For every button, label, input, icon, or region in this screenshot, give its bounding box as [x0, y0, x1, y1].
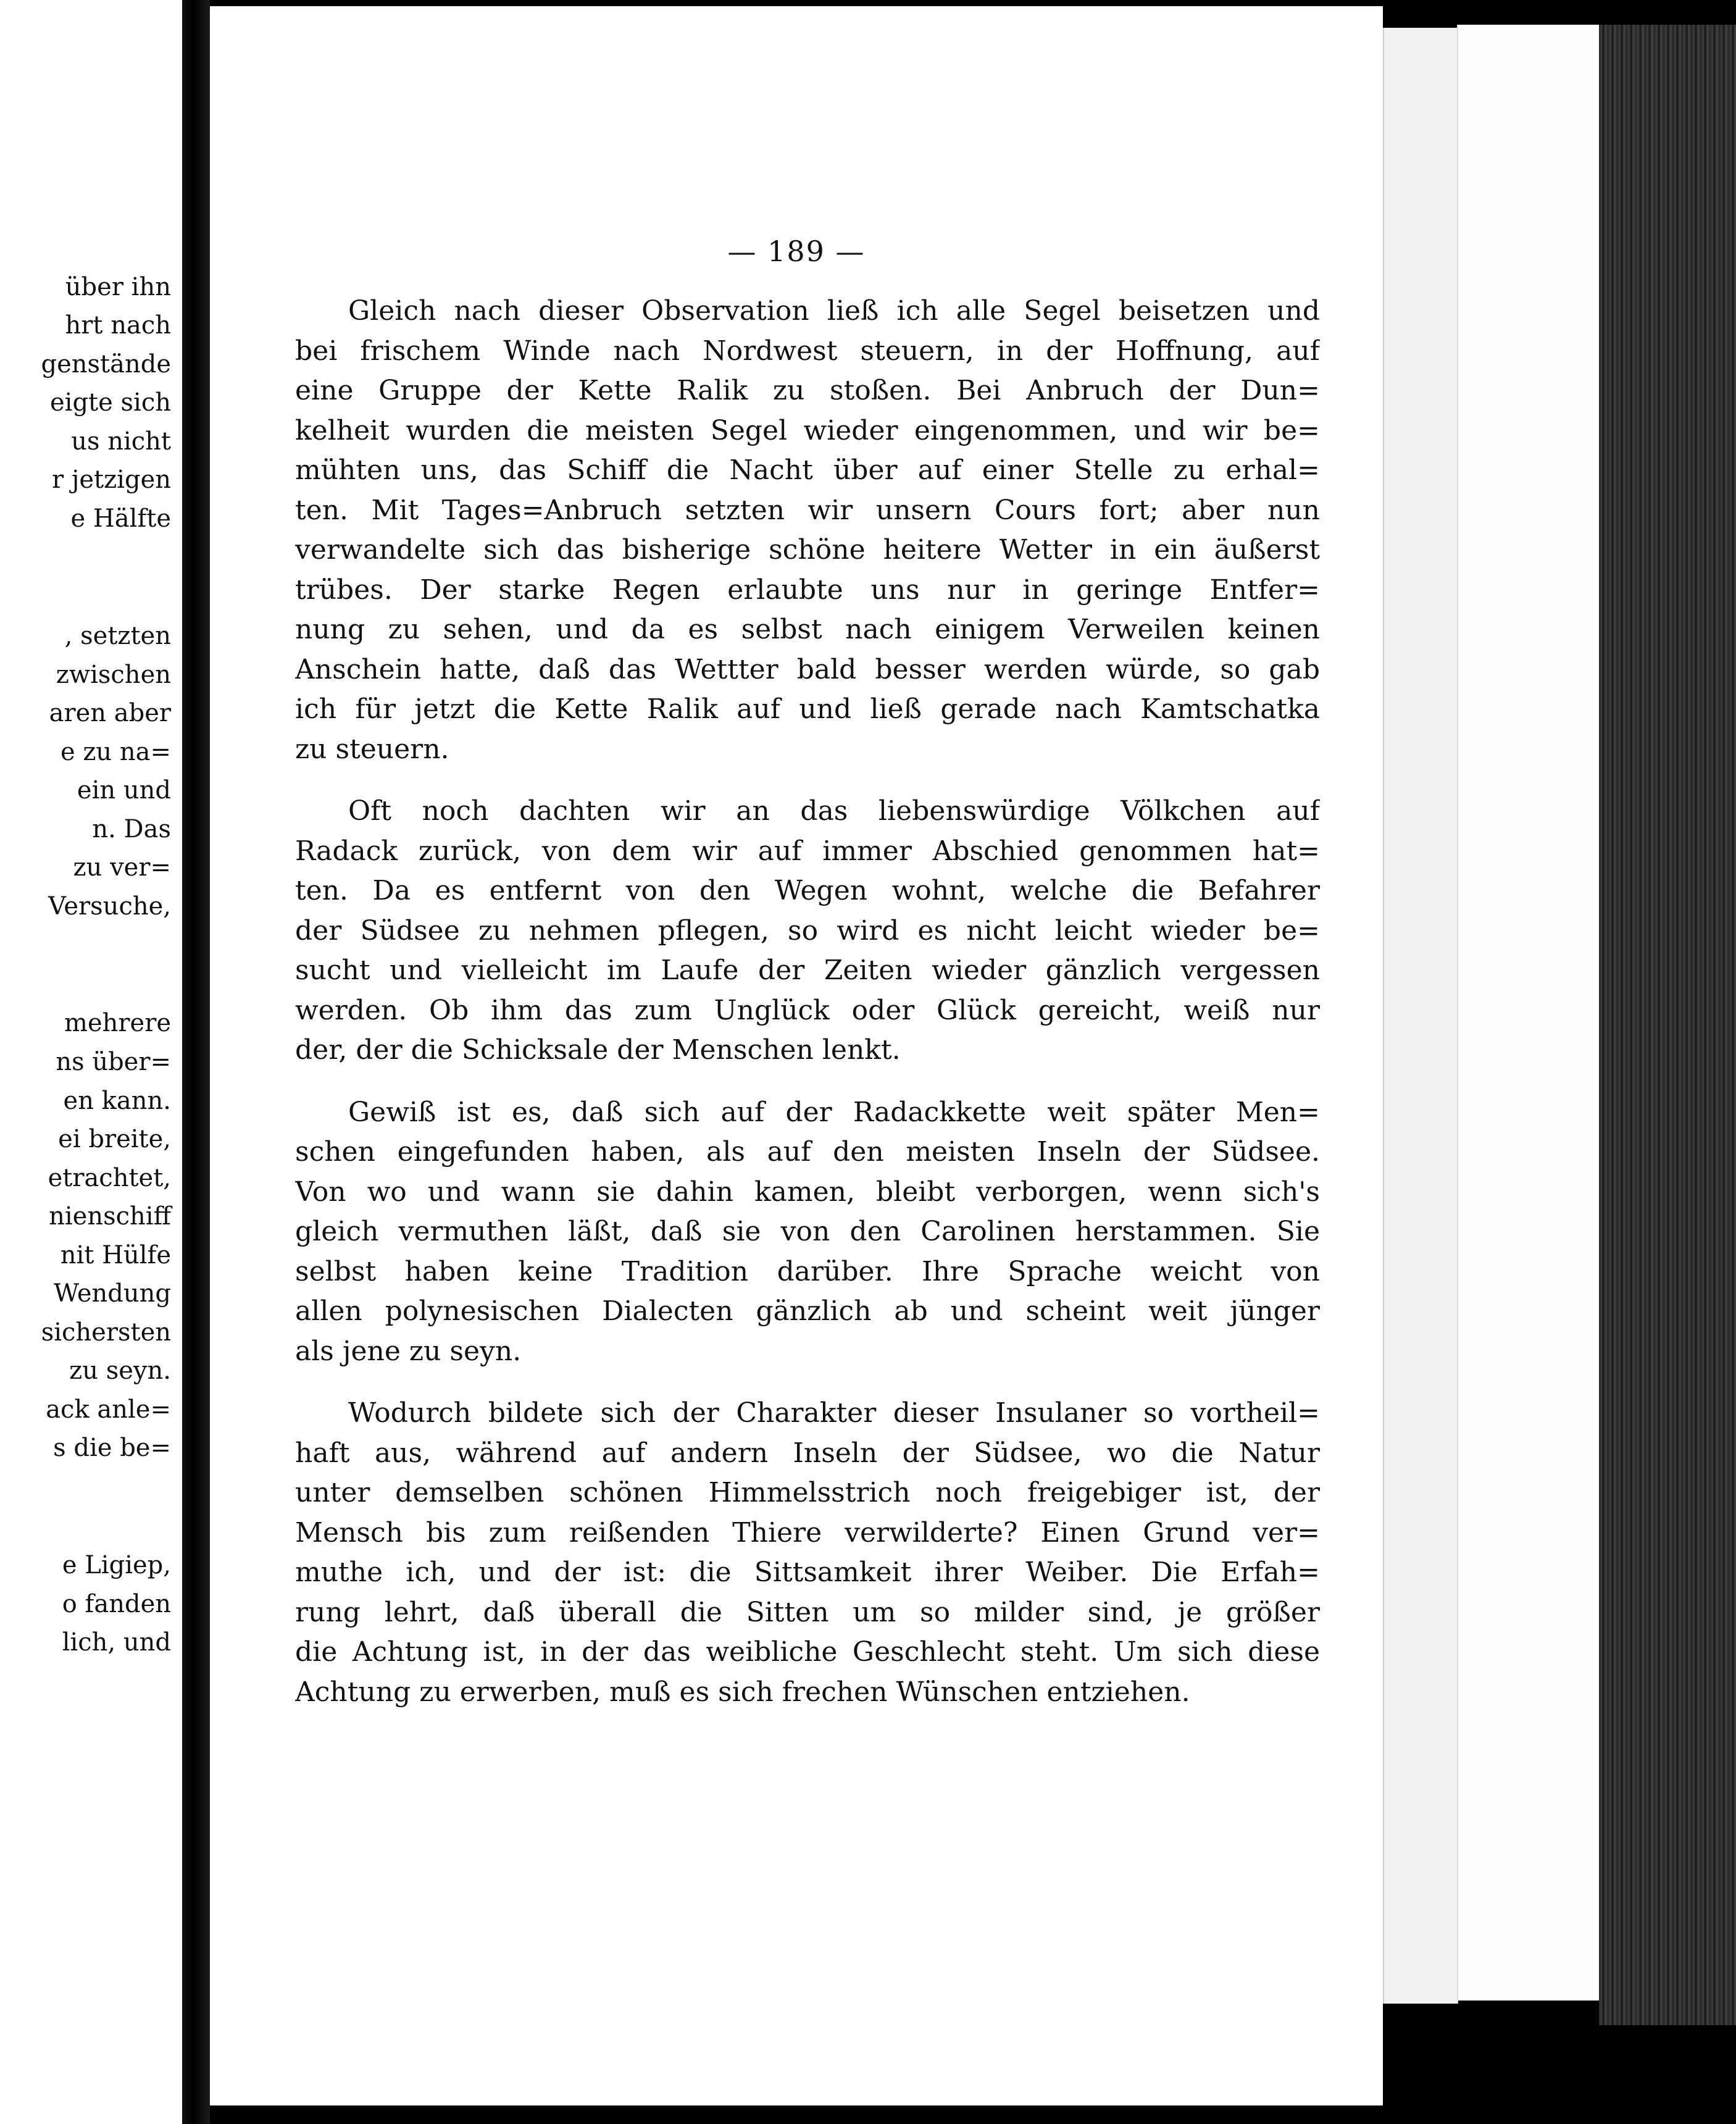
left-page-line: genstände	[41, 350, 171, 378]
left-page-line: s die be=	[53, 1434, 171, 1462]
text-line: Oft noch dachten wir an das liebenswürdige Völkchen auf	[348, 795, 1320, 827]
text-line: schen eingefunden haben, als auf den meisten Inseln der Südsee.	[295, 1136, 1320, 1168]
left-page	[0, 0, 182, 2124]
text-line: bei frischem Winde nach Nordwest steuern, in der Hoffnung, auf	[295, 335, 1320, 367]
text-line: der, der die Schicksale der Menschen lenkt.	[295, 1034, 901, 1066]
text-line: Gleich nach dieser Observation ließ ich alle Segel beisetzen und	[348, 295, 1320, 327]
left-page-line: o fanden	[62, 1590, 171, 1618]
left-page-line: Wendung	[53, 1279, 171, 1308]
left-page-line: etrachtet,	[48, 1164, 171, 1192]
book-gutter	[182, 0, 210, 2124]
left-page-line: nit Hülfe	[60, 1241, 171, 1269]
body-text	[295, 291, 1320, 1734]
text-line: kelheit wurden die meisten Segel wieder eingenommen, und wir be=	[295, 414, 1320, 446]
left-page-line: ack anle=	[46, 1395, 171, 1424]
left-page-line: r jetzigen	[52, 466, 171, 494]
paragraph	[295, 792, 1320, 1071]
page-edge	[1383, 28, 1458, 2004]
left-page-line: ns über=	[56, 1048, 171, 1076]
text-line: Wodurch bildete sich der Charakter dieser Insulaner so vortheil=	[348, 1397, 1320, 1429]
text-line: der Südsee zu nehmen pflegen, so wird es nicht leicht wieder be=	[295, 914, 1320, 947]
text-line: als jene zu seyn.	[295, 1335, 522, 1367]
text-line: rung lehrt, daß überall die Sitten um so milder sind, je größer	[295, 1596, 1320, 1628]
book-fore-edge	[1599, 25, 1736, 2025]
text-line: trübes. Der starke Regen erlaubte uns nur in geringe Entfer=	[295, 574, 1320, 606]
text-line: allen polynesischen Dialecten gänzlich ab und scheint weit jünger	[295, 1295, 1320, 1327]
left-page-line: über ihn	[65, 273, 171, 301]
text-line: ten. Da es entfernt von den Wegen wohnt, welche die Befahrer	[295, 875, 1320, 906]
text-line: ich für jetzt die Kette Ralik auf und ließ gerade nach Kamtschatka	[295, 693, 1320, 725]
left-page-line: ein und	[77, 776, 171, 805]
text-line: die Achtung ist, in der das weibliche Geschlecht steht. Um sich diese	[295, 1636, 1320, 1668]
page-number: — 189 —	[727, 235, 866, 268]
paragraph	[295, 1394, 1320, 1712]
left-page-line: lich, und	[62, 1628, 171, 1657]
text-line: gleich vermuthen läßt, daß sie von den Carolinen herstammen. Sie	[295, 1216, 1320, 1247]
left-page-line: e Hälfte	[70, 504, 171, 533]
text-line: unter demselben schönen Himmelsstrich noch freigebiger ist, der	[295, 1477, 1320, 1508]
left-page-line: Versuche,	[48, 892, 171, 921]
paragraph	[295, 291, 1320, 769]
text-line: Von wo und wann sie dahin kamen, bleibt verborgen, wenn sich's	[295, 1176, 1320, 1208]
text-line: muthe ich, und der ist: die Sittsamkeit ihrer Weiber. Die Erfah=	[295, 1557, 1320, 1588]
left-page-line: zu ver=	[73, 853, 171, 882]
text-line: Anschein hatte, daß das Wettter bald besser werden würde, so gab	[295, 653, 1320, 685]
left-page-line: e Ligiep,	[62, 1551, 171, 1579]
text-line: ten. Mit Tages=Anbruch setzten wir unsern Cours fort; aber nun	[295, 494, 1320, 526]
text-line: eine Gruppe der Kette Ralik zu stoßen. Bei Anbruch der Dun=	[295, 375, 1320, 406]
left-page-line: mehrere	[64, 1009, 171, 1037]
text-line: haft aus, während auf andern Inseln der Südsee, wo die Natur	[295, 1437, 1320, 1469]
page-edge	[1457, 25, 1600, 2001]
left-page-line: e zu na=	[60, 738, 171, 766]
left-page-line: zu seyn.	[69, 1357, 171, 1385]
text-line: verwandelte sich das bisherige schöne heitere Wetter in ein äußerst	[295, 534, 1320, 566]
left-page-line: nienschiff	[49, 1202, 171, 1231]
left-page-line: , setzten	[64, 622, 171, 650]
left-page-line: eigte sich	[49, 388, 171, 417]
text-line: nung zu sehen, und da es selbst nach einigem Verweilen keinen	[295, 614, 1320, 645]
text-line: selbst haben keine Tradition darüber. Ihre Sprache weicht von	[295, 1255, 1320, 1287]
text-line: Gewiß ist es, daß sich auf der Radackkette weit später Men=	[348, 1096, 1320, 1128]
text-line: mühten uns, das Schiff die Nacht über auf einer Stelle zu erhal=	[295, 454, 1320, 486]
left-page-line: ei breite,	[58, 1125, 171, 1153]
left-page-line: n. Das	[92, 815, 171, 843]
main-page	[210, 6, 1383, 2105]
left-page-line: hrt nach	[65, 311, 171, 340]
left-page-line: en kann.	[63, 1087, 171, 1115]
text-line: werden. Ob ihm das zum Unglück oder Glück gereicht, weiß nur	[295, 994, 1320, 1026]
left-page-line: aren aber	[49, 699, 171, 727]
text-line: Achtung zu erwerben, muß es sich frechen Wünschen entziehen.	[295, 1676, 1190, 1708]
left-page-line: zwischen	[56, 661, 171, 689]
left-page-line: us nicht	[71, 427, 171, 456]
text-line: sucht und vielleicht im Laufe der Zeiten wieder gänzlich vergessen	[295, 955, 1320, 986]
text-line: Mensch bis zum reißenden Thiere verwilderte? Einen Grund ver=	[295, 1516, 1320, 1549]
left-page-line: sichersten	[41, 1318, 171, 1347]
text-line: zu steuern.	[295, 733, 449, 765]
text-line: Radack zurück, von dem wir auf immer Abschied genommen hat=	[295, 835, 1320, 867]
paragraph	[295, 1093, 1320, 1372]
